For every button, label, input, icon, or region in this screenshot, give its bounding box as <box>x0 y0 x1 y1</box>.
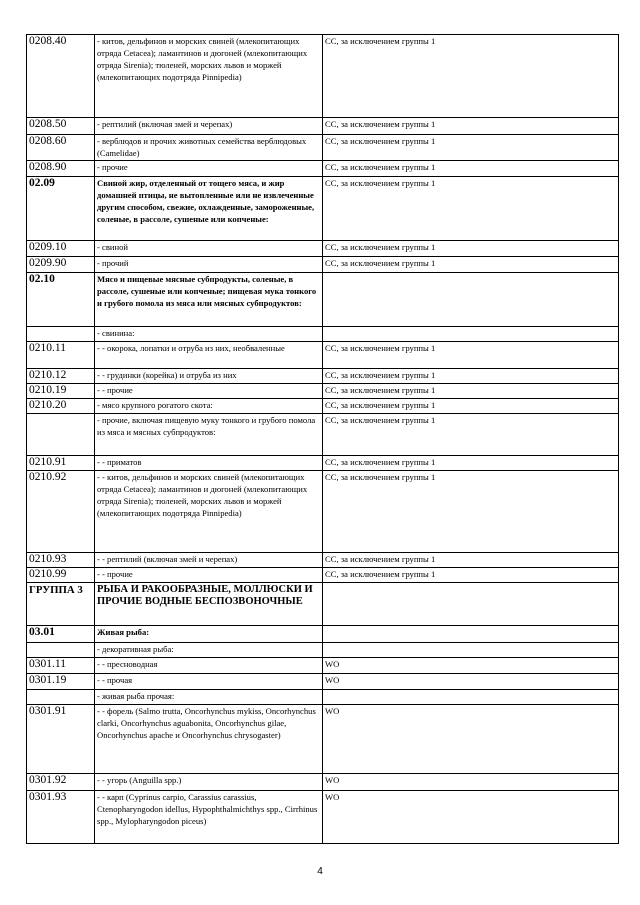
origin-rule-cell: WO <box>323 774 619 791</box>
table-row <box>27 471 619 553</box>
group-title-cell: РЫБА И РАКООБРАЗНЫЕ, МОЛЛЮСКИ И ПРОЧИЕ ВОДНЫЕ БЕСПОЗВОНОЧНЫЕ <box>95 583 323 626</box>
hs-code-cell: 0209.90 <box>27 257 95 273</box>
hs-code-cell: 0301.11 <box>27 658 95 674</box>
hs-code-cell: 0210.20 <box>27 399 95 414</box>
table-row <box>27 791 619 844</box>
origin-rule-cell: WO <box>323 658 619 674</box>
hs-code-cell: 0208.90 <box>27 161 95 177</box>
table-row <box>27 161 619 177</box>
hs-code-cell: 0208.50 <box>27 118 95 135</box>
origin-rule-cell: СС, за исключением группы 1 <box>323 257 619 273</box>
table-row <box>27 257 619 273</box>
origin-rule-cell: СС, за исключением группы 1 <box>323 35 619 118</box>
table-row <box>27 414 619 456</box>
description-cell: - свиной <box>95 241 323 257</box>
origin-rule-cell: СС, за исключением группы 1 <box>323 135 619 161</box>
table-row <box>27 384 619 399</box>
description-cell: - мясо крупного рогатого скота: <box>95 399 323 414</box>
table-row <box>27 135 619 161</box>
origin-rule-cell <box>323 583 619 626</box>
description-cell: - свинина: <box>95 327 323 342</box>
hs-code-cell: 0209.10 <box>27 241 95 257</box>
origin-rule-cell <box>323 626 619 643</box>
description-cell: - декоративная рыба: <box>95 643 323 658</box>
group-header-row <box>27 583 619 626</box>
hs-code-cell <box>27 643 95 658</box>
origin-rule-cell <box>323 327 619 342</box>
hs-code-cell: 0210.93 <box>27 553 95 568</box>
table-row <box>27 241 619 257</box>
description-cell: - - прочие <box>95 384 323 399</box>
origin-rule-cell: СС, за исключением группы 1 <box>323 568 619 583</box>
table-row <box>27 774 619 791</box>
origin-rule-cell: СС, за исключением группы 1 <box>323 161 619 177</box>
description-cell: - - китов, дельфинов и морских свиней (млекопитающих отряда Cetacea); ламантинов и дюгоней (млекопитающих отряда Sirenia); тюленей, морских львов и моржей (млекопитающих подотряда Pinnipedia) <box>95 471 323 553</box>
hs-code-cell: 0301.92 <box>27 774 95 791</box>
table-row <box>27 643 619 658</box>
description-cell: - - рептилий (включая змей и черепах) <box>95 553 323 568</box>
table-row <box>27 342 619 369</box>
page-number: 4 <box>317 866 323 877</box>
hs-code-cell: 0210.99 <box>27 568 95 583</box>
origin-rule-cell: СС, за исключением группы 1 <box>323 177 619 241</box>
table-row <box>27 690 619 705</box>
table-row <box>27 177 619 241</box>
hs-code-cell: 0210.11 <box>27 342 95 369</box>
description-cell: - - прочие <box>95 568 323 583</box>
description-cell: - прочие, включая пищевую муку тонкого и грубого помола из мяса и мясных субпродуктов: <box>95 414 323 456</box>
origin-rule-cell: СС, за исключением группы 1 <box>323 553 619 568</box>
heading-description-cell: Живая рыба: <box>95 626 323 643</box>
origin-rule-cell: СС, за исключением группы 1 <box>323 471 619 553</box>
hs-code-cell: 0301.91 <box>27 705 95 774</box>
description-cell: - - грудинки (корейка) и отруба из них <box>95 369 323 384</box>
origin-rule-cell: СС, за исключением группы 1 <box>323 384 619 399</box>
origin-rule-cell <box>323 273 619 327</box>
heading-code-cell: 02.10 <box>27 273 95 327</box>
group-code-cell: ГРУППА 3 <box>27 583 95 626</box>
table-row <box>27 327 619 342</box>
table-row <box>27 399 619 414</box>
table-row <box>27 118 619 135</box>
table-row <box>27 35 619 118</box>
hs-code-cell: 0210.12 <box>27 369 95 384</box>
origin-rule-cell: СС, за исключением группы 1 <box>323 369 619 384</box>
description-cell: - - угорь (Anguilla spp.) <box>95 774 323 791</box>
origin-rule-cell: WO <box>323 705 619 774</box>
origin-rule-cell <box>323 690 619 705</box>
origin-rule-cell: СС, за исключением группы 1 <box>323 118 619 135</box>
heading-code-cell: 03.01 <box>27 626 95 643</box>
origin-rule-cell: СС, за исключением группы 1 <box>323 241 619 257</box>
hs-code-cell <box>27 414 95 456</box>
origin-rule-cell: СС, за исключением группы 1 <box>323 456 619 471</box>
table-row <box>27 273 619 327</box>
hs-code-cell: 0210.91 <box>27 456 95 471</box>
table-row <box>27 705 619 774</box>
heading-code-cell: 02.09 <box>27 177 95 241</box>
description-cell: - - окорока, лопатки и отруба из них, необваленные <box>95 342 323 369</box>
table-row <box>27 626 619 643</box>
hs-code-cell: 0210.19 <box>27 384 95 399</box>
heading-description-cell: Мясо и пищевые мясные субпродукты, соленые, в рассоле, сушеные или копченые; пищевая мука тонкого и грубого помола из мяса или мясных субпродуктов: <box>95 273 323 327</box>
hs-code-cell <box>27 327 95 342</box>
origin-rule-cell: СС, за исключением группы 1 <box>323 399 619 414</box>
description-cell: - - карп (Cyprinus carpio, Carassius carassius, Ctenopharyngodon idellus, Hypophthalmichthys spp., Cirrhinus spp., Mylopharyngodon piceus) <box>95 791 323 844</box>
description-cell: - верблюдов и прочих животных семейства верблюдовых (Camelidae) <box>95 135 323 161</box>
hs-code-cell: 0301.93 <box>27 791 95 844</box>
hs-code-cell: 0208.40 <box>27 35 95 118</box>
heading-description-cell: Свиной жир, отделенный от тощего мяса, и жир домашней птицы, не вытопленные или не извлеченные другим способом, свежие, охлажденные, замороженные, соленые, в рассоле, сушеные или копченые: <box>95 177 323 241</box>
hs-code-cell: 0210.92 <box>27 471 95 553</box>
table-row <box>27 568 619 583</box>
hs-code-cell: 0301.19 <box>27 674 95 690</box>
description-cell: - рептилий (включая змей и черепах) <box>95 118 323 135</box>
hs-code-cell: 0208.60 <box>27 135 95 161</box>
description-cell: - - прочая <box>95 674 323 690</box>
origin-rule-cell: СС, за исключением группы 1 <box>323 342 619 369</box>
table-row <box>27 658 619 674</box>
origin-rule-cell <box>323 643 619 658</box>
description-cell: - прочий <box>95 257 323 273</box>
tariff-code-table <box>26 34 619 844</box>
description-cell: - - форель (Salmo trutta, Oncorhynchus mykiss, Oncorhynchus clarki, Oncorhynchus aguabonita, Oncorhynchus gilae, Oncorhynchus apache и Oncorhynchus chrysogaster) <box>95 705 323 774</box>
description-cell: - - приматов <box>95 456 323 471</box>
description-cell: - китов, дельфинов и морских свиней (млекопитающих отряда Cetacea); ламантинов и дюгоней (млекопитающих отряда Sirenia); тюленей, морских львов и моржей (млекопитающих подотряда Pinnipedia) <box>95 35 323 118</box>
origin-rule-cell: WO <box>323 674 619 690</box>
description-cell: - прочие <box>95 161 323 177</box>
origin-rule-cell: WO <box>323 791 619 844</box>
table-row <box>27 369 619 384</box>
table-row <box>27 674 619 690</box>
description-cell: - живая рыба прочая: <box>95 690 323 705</box>
origin-rule-cell: СС, за исключением группы 1 <box>323 414 619 456</box>
table-row <box>27 553 619 568</box>
table-row <box>27 456 619 471</box>
description-cell: - - пресноводная <box>95 658 323 674</box>
hs-code-cell <box>27 690 95 705</box>
